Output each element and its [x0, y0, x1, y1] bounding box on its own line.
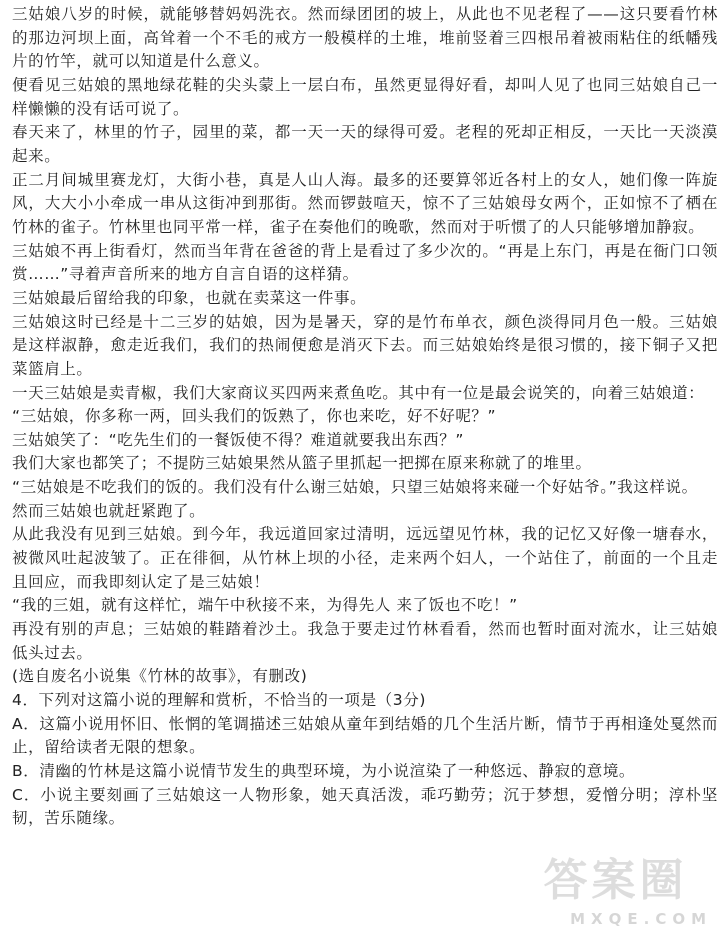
question-stem: 4．下列对这篇小说的理解和赏析，不恰当的一项是（3分) — [12, 691, 426, 710]
paragraph: 然而三姑娘也就赶紧跑了。 — [12, 501, 206, 520]
dialogue-line: “我的三姐，就有这样忙，端午中秋接不来，为得先人 来了饭也不吃！” — [12, 596, 518, 615]
paragraph: 三姑娘八岁的时候，就能够替妈妈洗衣。然而绿团团的坡上，从此也不见老程了——这只要看竹林的那边河坝上面，高耸着一个不毛的戒方一般模样的土堆，堆前竖着三四根吊着被雨粘住的纸幡残片的竹竿，就可以知道是什么意义。 — [12, 5, 718, 71]
paragraph: 再没有别的声息；三姑娘的鞋踏着沙土。我急于要走过竹林看看，然而也暂时面对流水，让三姑娘低头过去。 — [12, 620, 718, 662]
option-b: B．清幽的竹林是这篇小说情节发生的典型环境，为小说渲染了一种悠远、静寂的意境。 — [12, 762, 636, 780]
watermark-url: MXQE.COM — [570, 910, 712, 928]
paragraph: 三姑娘这时已经是十二三岁的姑娘，因为是暑天，穿的是竹布单衣，颜色淡得同月色一般。三姑娘是这样淑静，愈走近我们，我们的热闹便愈是消灭下去。而三姑娘始终是很习惯的，接下铜子又把菜篮肩上。 — [12, 312, 718, 378]
option-c: C．小说主要刻画了三姑娘这一人物形象，她天真活泼，乖巧勤劳；沉于梦想，爱憎分明；淳朴坚韧，苦乐随缘。 — [12, 785, 718, 828]
watermark-text: 答案圈 — [543, 855, 688, 906]
watermark-logo — [513, 846, 718, 906]
paragraph: 三姑娘不再上街看灯，然而当年背在爸爸的背上是看过了多少次的。“再是上东门，再是在衙门口领赏……”寻着声音所来的地方自言自语的这样猜。 — [12, 241, 718, 284]
paragraph: 春天来了，林里的竹子，园里的菜，都一天一天的绿得可爱。老程的死却正相反，一天比一天淡漠起来。 — [12, 123, 718, 165]
dialogue-line: “三姑娘，你多称一两，回头我们的饭熟了，你也来吃，好不好呢？” — [12, 407, 497, 426]
paragraph: 三姑娘最后留给我的印象，也就在卖菜这一件事。 — [12, 288, 367, 307]
dialogue-line: 三姑娘笑了：“吃先生们的一餐饭使不得？难道就要我出东西？” — [12, 430, 464, 449]
dialogue-line: “三姑娘是不吃我们的饭的。我们没有什么谢三姑娘，只望三姑娘将来碰一个好姑爷。”我这样说。 — [12, 478, 698, 497]
article-body — [12, 3, 718, 831]
paragraph: 正二月间城里赛龙灯，大街小巷，真是人山人海。最多的还要算邻近各村上的女人，她们像一阵旋风，大大小小牵成一串从这街冲到那街。然而锣鼓喧天，惊不了三姑娘母女两个，正如惊不了栖在竹林的雀子。竹林里也同平常一样，雀子在奏他们的晚歌，然而对于听惯了的人只能够增加静寂。 — [12, 170, 718, 236]
paragraph: 从此我没有见到三姑娘。到今年，我远道回家过清明，远远望见竹林，我的记忆又好像一塘春水，被微风吐起波皱了。正在徘徊，从竹林上坝的小径，走来两个妇人，一个站住了，前面的一个且走且回应，而我即刻认定了是三姑娘！ — [12, 525, 718, 591]
paragraph: 一天三姑娘是卖青椒，我们大家商议买四两来煮鱼吃。其中有一位是最会说笑的，向着三姑娘道： — [12, 383, 705, 402]
paragraph: 我们大家也都笑了；不提防三姑娘果然从篮子里抓起一把掷在原来称就了的堆里。 — [12, 454, 592, 473]
paragraph: 便看见三姑娘的黑地绿花鞋的尖头蒙上一层白布，虽然更显得好看，却叫人见了也同三姑娘自己一样懒懒的没有话可说了。 — [12, 75, 718, 118]
source-note: (选自废名小说集《竹林的故事》，有删改) — [12, 667, 308, 686]
option-a: A．这篇小说用怀旧、怅惘的笔调描述三姑娘从童年到结婚的几个生活片断，情节于再相逢处戛然而止，留给读者无限的想象。 — [12, 714, 718, 757]
